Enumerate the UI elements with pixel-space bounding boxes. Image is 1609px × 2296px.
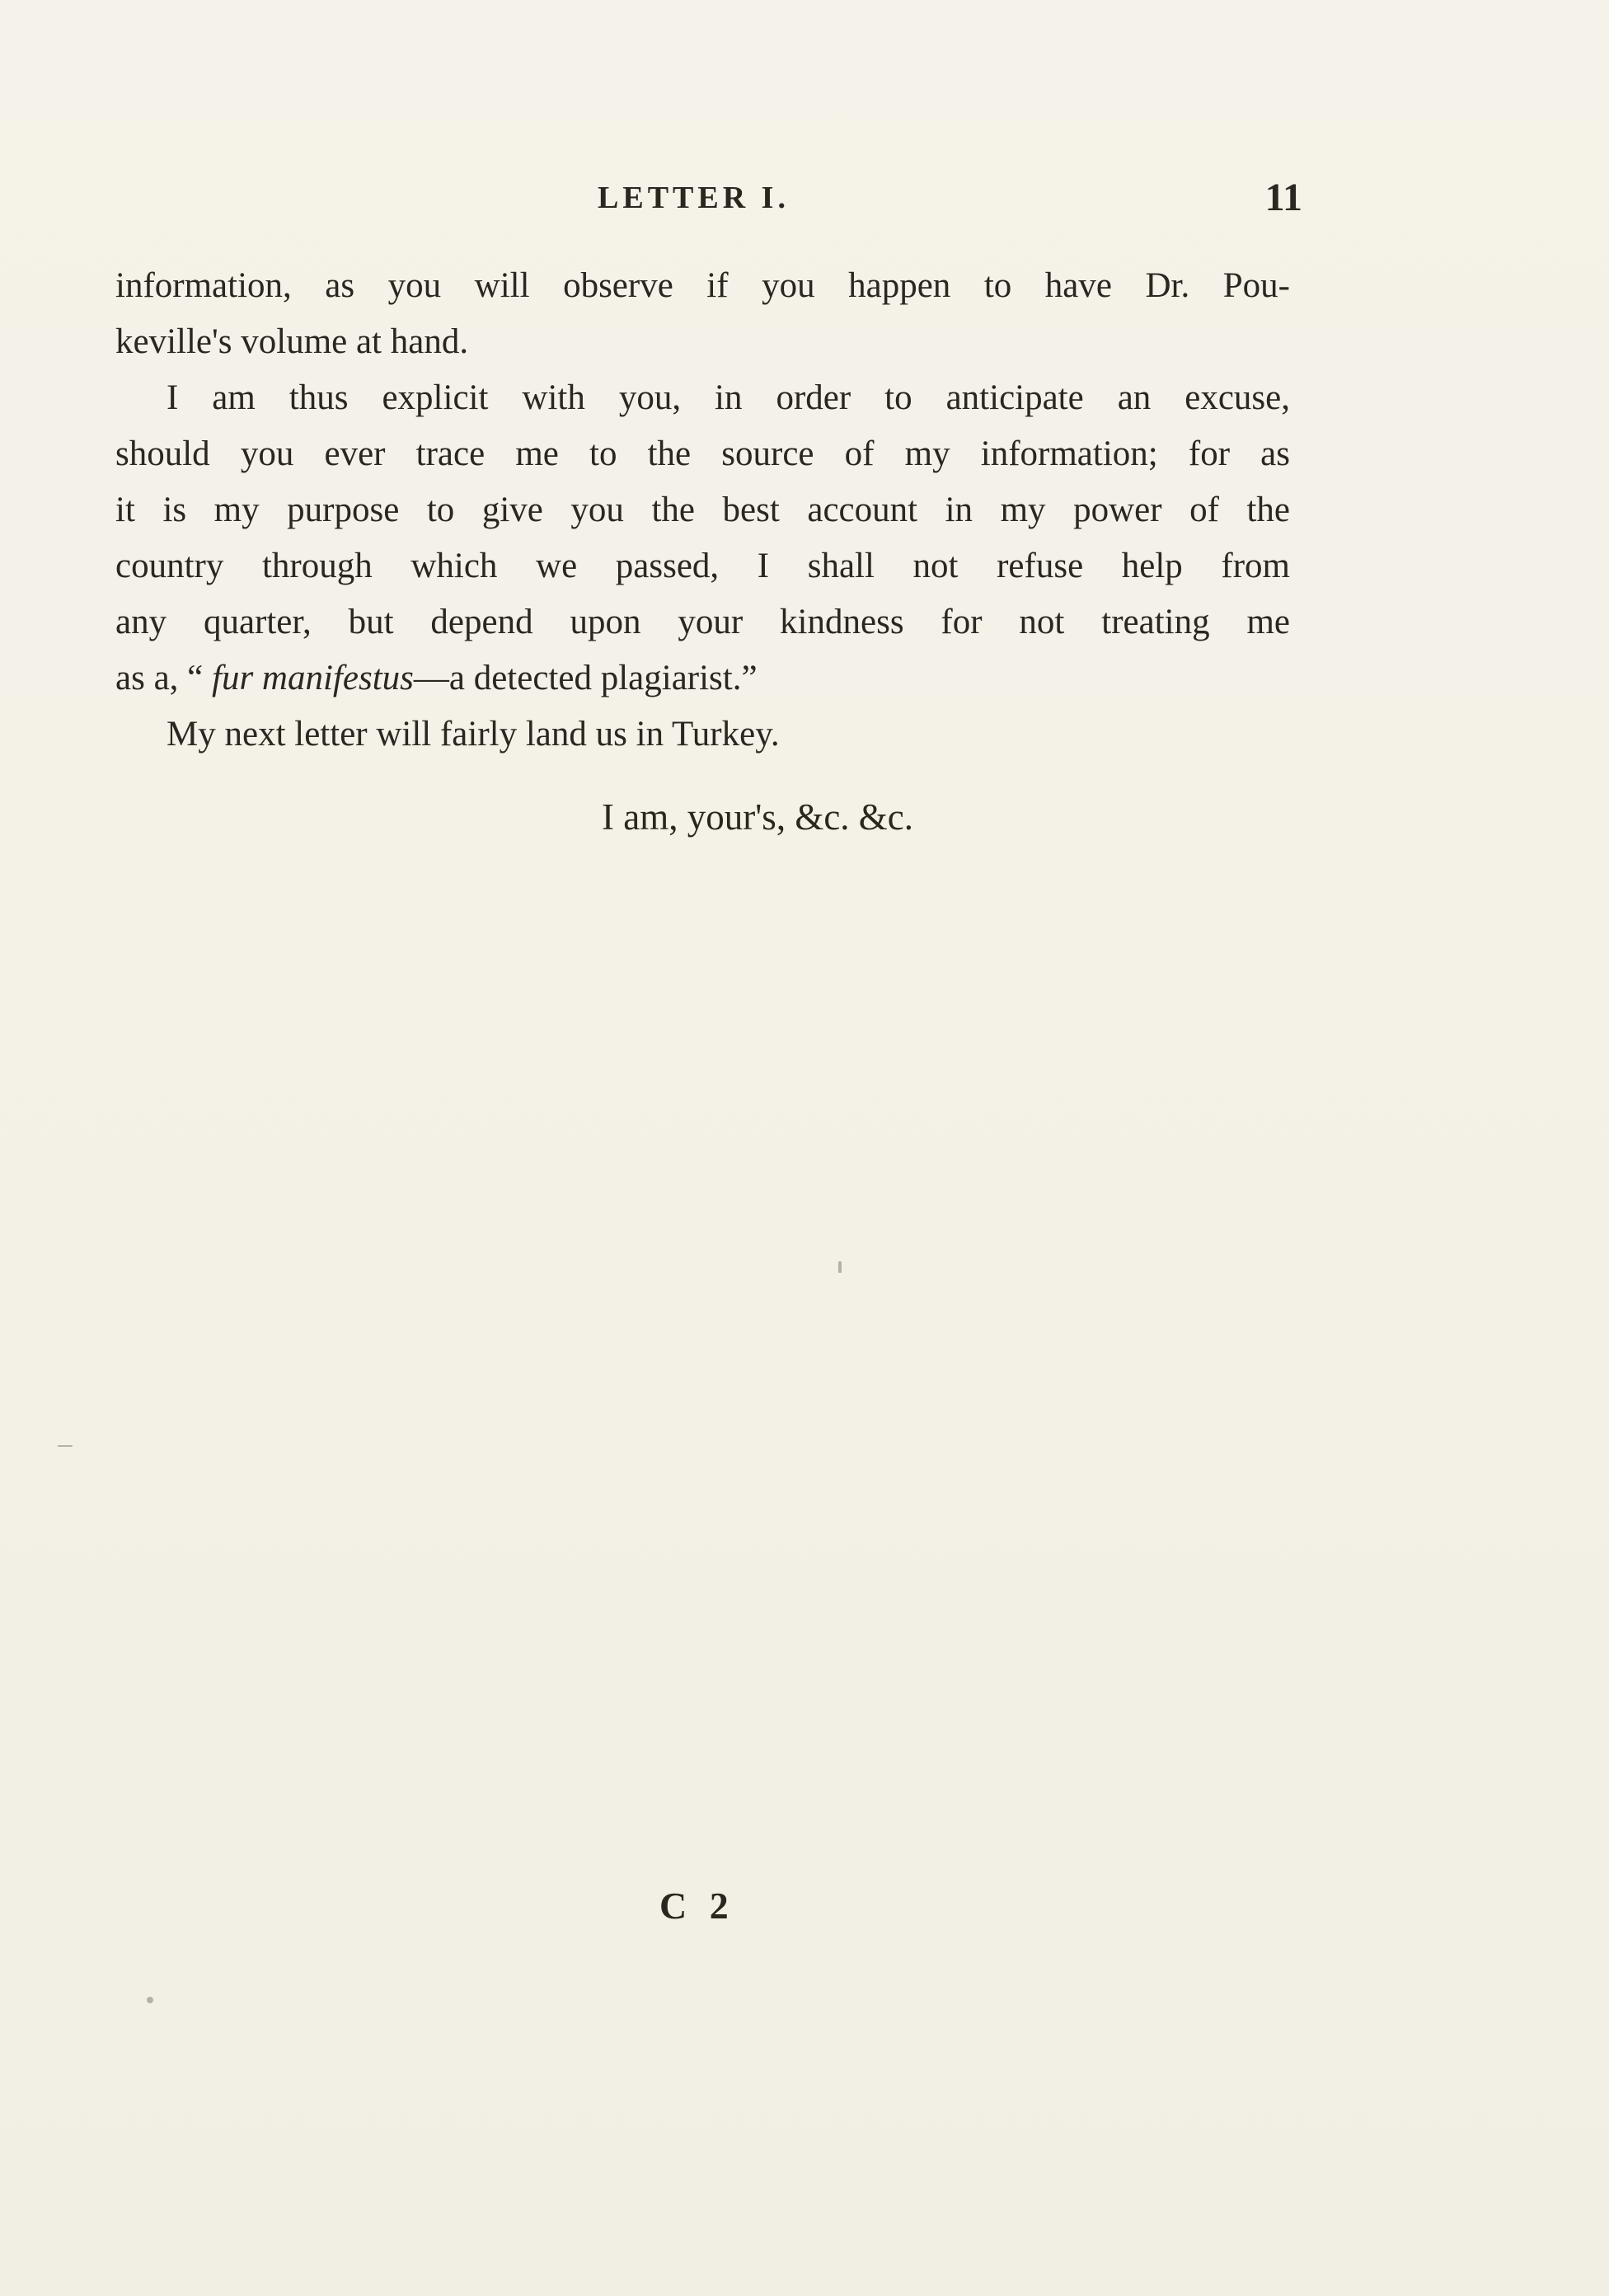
letter-heading: LETTER I.	[598, 181, 790, 215]
signature-mark: C 2	[659, 1885, 735, 1927]
text-line: information, as you will observe if you happen to have Dr. Pou-	[115, 266, 1290, 305]
paper-speck	[58, 1445, 73, 1447]
paper-speck	[838, 1261, 842, 1273]
text-line: My next letter will fairly land us in Turkey.	[167, 715, 780, 754]
latin-phrase: fur manifestus	[212, 659, 414, 697]
page-number: 11	[1264, 176, 1302, 219]
text-line: I am thus explicit with you, in order to anticipate an excuse,	[167, 378, 1290, 417]
letter-closing: I am, your's, &c. &c.	[602, 796, 914, 838]
text-line: keville's volume at hand.	[115, 322, 469, 361]
running-head	[115, 176, 1302, 229]
text-line: it is my purpose to give you the best account in my power of the	[115, 491, 1290, 529]
paper-speck	[147, 1997, 153, 2003]
text-line: as a, “ fur manifestus—a detected plagiarist.”	[115, 659, 758, 697]
text-line: should you ever trace me to the source of my information; for as	[115, 434, 1290, 473]
text-line: country through which we passed, I shall not refuse help from	[115, 547, 1290, 585]
letter-body	[115, 258, 1290, 763]
text-line: any quarter, but depend upon your kindness for not treating me	[115, 603, 1290, 641]
